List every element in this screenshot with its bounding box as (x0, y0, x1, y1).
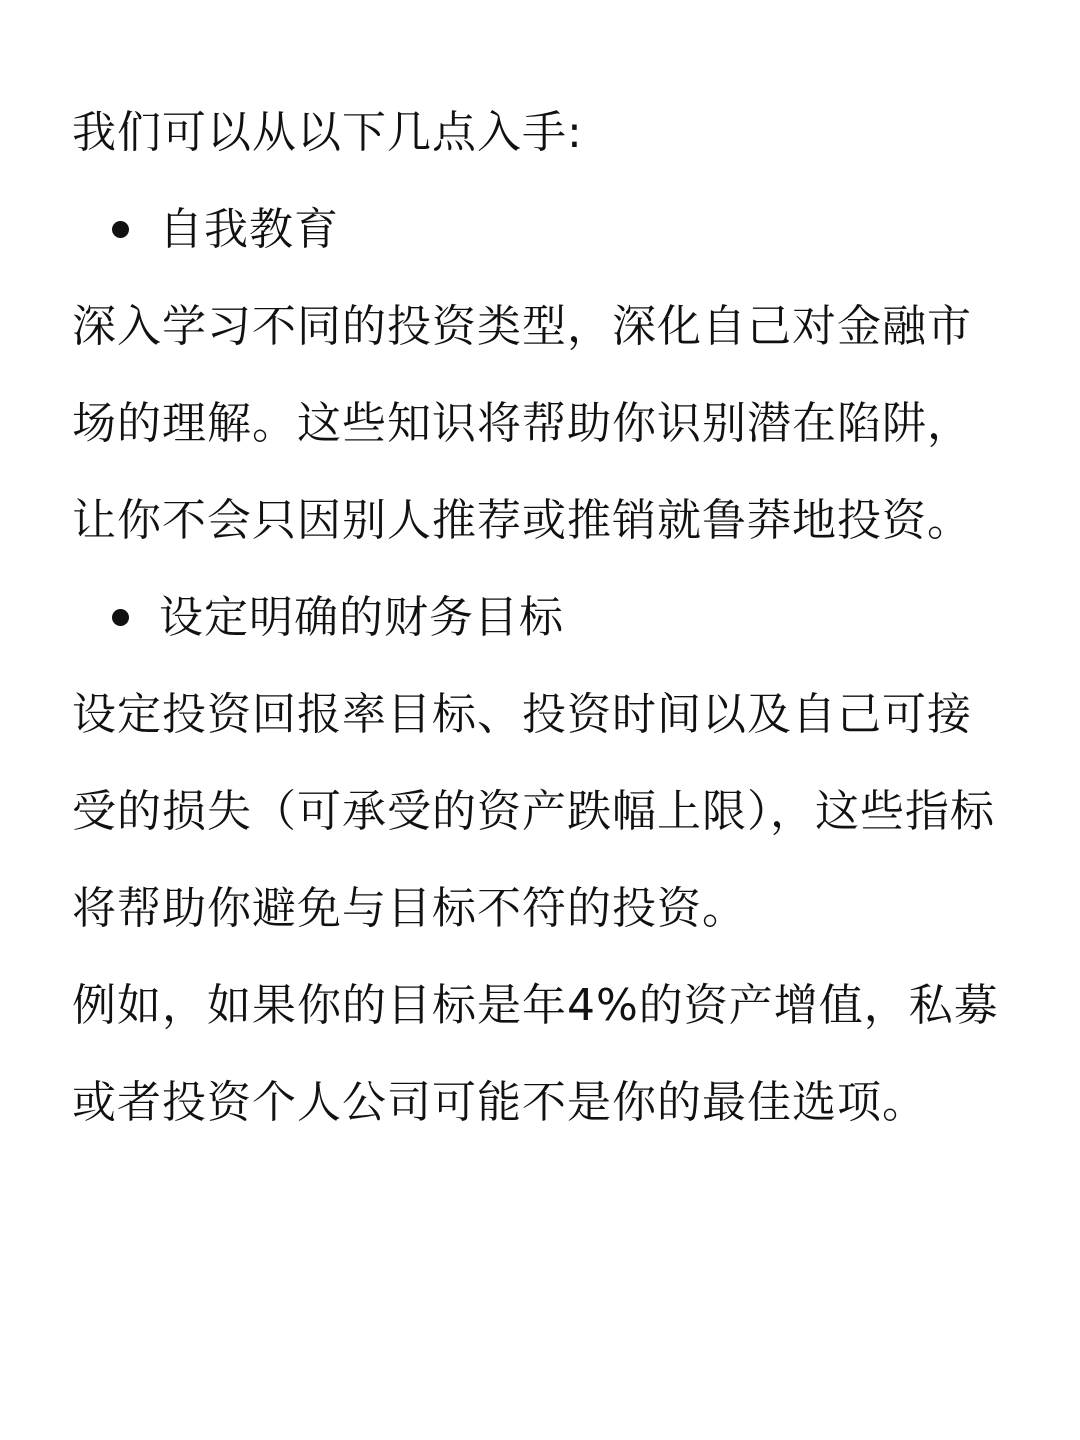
section-body: 设定投资回报率目标、投资时间以及自己可接受的损失（可承受的资产跌幅上限），这些指标将帮助你避免与目标不符的投资。 (72, 689, 995, 934)
bullet-heading: 自我教育 (159, 204, 339, 255)
section-body: 深入学习不同的投资类型，深化自己对金融市场的理解。这些知识将帮助你识别潜在陷阱，让你不会只因别人推荐或推销就鲁莽地投资。 (72, 301, 972, 546)
bullet-item-financial-goals (72, 569, 1008, 666)
bullet-dot-icon (112, 609, 129, 626)
intro-text: 我们可以从以下几点入手: (72, 107, 583, 158)
bullet-heading: 设定明确的财务目标 (159, 592, 564, 643)
bullet-item-self-education (72, 181, 1008, 278)
bullet-dot-icon (112, 221, 129, 238)
section-example: 例如，如果你的目标是年4%的资产增值，私募或者投资个人公司可能不是你的最佳选项。 (72, 980, 999, 1128)
